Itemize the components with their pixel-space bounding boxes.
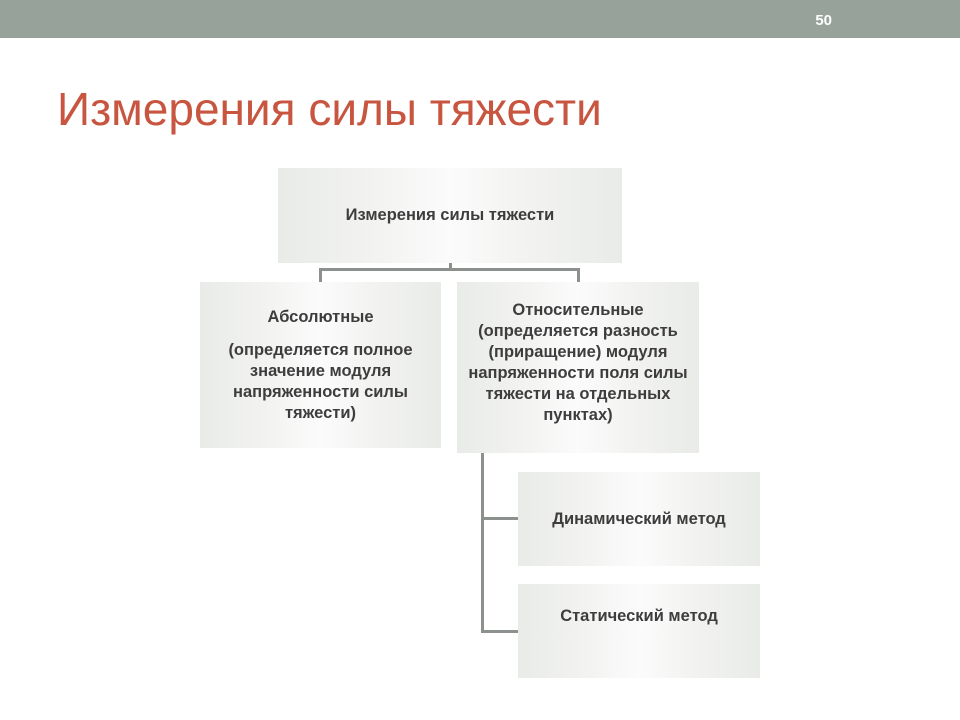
connector-relative-vertical <box>481 453 484 633</box>
slide-number: 50 <box>815 12 832 29</box>
connector-to-static <box>481 630 518 633</box>
top-bar <box>0 0 960 38</box>
static-method-node <box>518 584 760 678</box>
relative-node-label: Относительные (определяется разность (приращение) модуля напряженности поля силы тяжести на отдельных пунктах) <box>468 300 688 424</box>
absolute-node <box>200 282 441 448</box>
slide-title: Измерения силы тяжести <box>57 83 602 135</box>
connector-to-dynamic <box>481 517 518 520</box>
connector-to-relative <box>577 268 580 282</box>
static-method-label: Статический метод <box>560 606 718 625</box>
absolute-node-description: (определяется полное значение модуля напряженности силы тяжести) <box>228 340 413 422</box>
root-node-label: Измерения силы тяжести <box>345 206 555 224</box>
relative-node <box>457 282 699 453</box>
dynamic-method-label: Динамический метод <box>552 509 726 528</box>
connector-to-absolute <box>319 268 322 282</box>
connector-horizontal <box>319 268 580 271</box>
root-node <box>278 168 622 263</box>
absolute-node-title: Абсолютные <box>267 307 374 326</box>
dynamic-method-node <box>518 472 760 566</box>
